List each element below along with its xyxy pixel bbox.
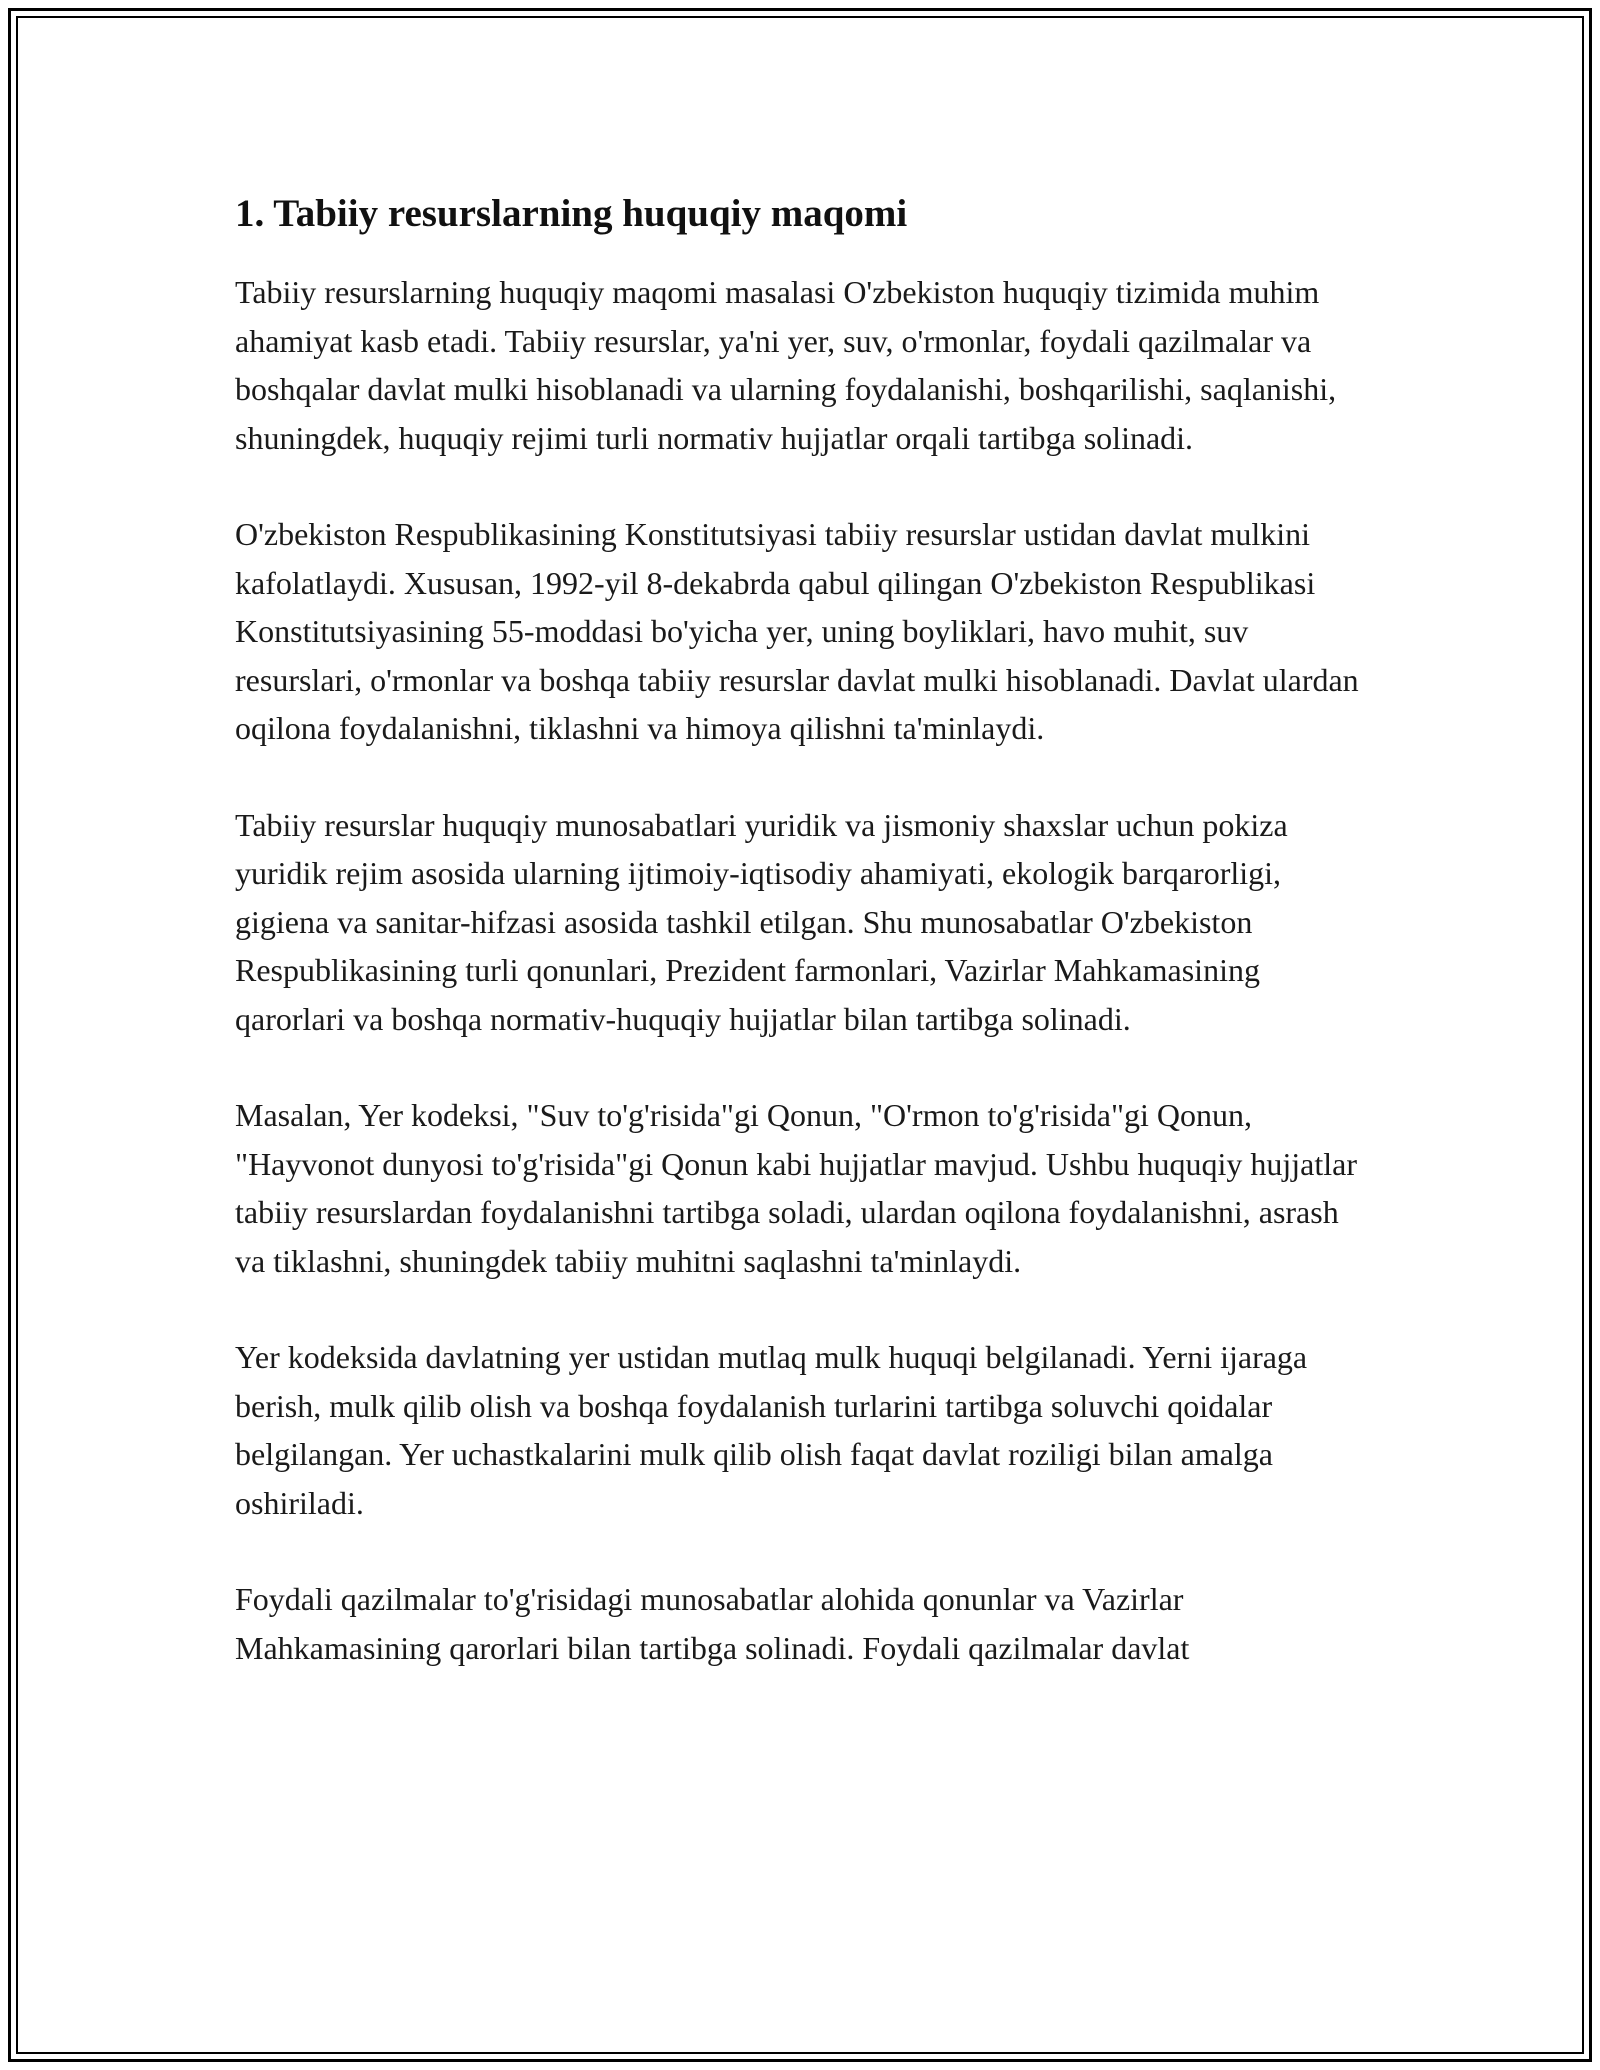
- document-body: [235, 186, 1375, 1672]
- paragraph: Foydali qazilmalar to'g'risidagi munosabatlar alohida qonunlar va Vazirlar Mahkamasining qarorlari bilan tartibga solinadi. Foydali qazilmalar davlat: [235, 1581, 1190, 1666]
- paragraph: Yer kodeksida davlatning yer ustidan mutlaq mulk huquqi belgilanadi. Yerni ijaraga berish, mulk qilib olish va boshqa foydalanish turlarini tartibga soluvchi qoidalar belgilangan. Yer uchastkalarini mulk qilib olish faqat davlat roziligi bilan amalga oshiriladi.: [235, 1339, 1308, 1521]
- paragraph: Tabiiy resurslar huquqiy munosabatlari yuridik va jismoniy shaxslar uchun pokiza yuridik rejim asosida ularning ijtimoiy-iqtisodiy ahamiyati, ekologik barqarorligi, gigiena va sanitar-hifzasi asosida tashkil etilgan. Shu munosabatlar O'zbekiston Respublikasining turli qonunlari, Prezident farmonlari, Vazirlar Mahkamasining qarorlari va boshqa normativ-huquqiy hujjatlar bilan tartibga solinadi.: [235, 806, 1288, 1037]
- section-heading: 1. Tabiiy resurslarning huquqiy maqomi: [235, 192, 908, 235]
- paragraph: O'zbekiston Respublikasining Konstitutsiyasi tabiiy resurslar ustidan davlat mulkini kafolatlaydi. Xususan, 1992-yil 8-dekabrda qabul qilingan O'zbekiston Respublikasi Konstitutsiyasining 55-moddasi bo'yicha yer, uning boyliklari, havo muhit, suv resurslari, o'rmonlar va boshqa tabiiy resurslar davlat mulki hisoblanadi. Davlat ulardan oqilona foydalanishni, tiklashni va himoya qilishni ta'minlaydi.: [235, 516, 1359, 746]
- paragraph: Tabiiy resurslarning huquqiy maqomi masalasi O'zbekiston huquqiy tizimida muhim ahamiyat kasb etadi. Tabiiy resurslar, ya'ni yer, suv, o'rmonlar, foydali qazilmalar va boshqalar davlat mulki hisoblanadi va ularning foydalanishi, boshqarilishi, saqlanishi, shuningdek, huquqiy rejimi turli normativ hujjatlar orqali tartibga solinadi.: [235, 274, 1337, 456]
- paragraph: Masalan, Yer kodeksi, "Suv to'g'risida"gi Qonun, "O'rmon to'g'risida"gi Qonun, "Hayvonot dunyosi to'g'risida"gi Qonun kabi hujjatlar mavjud. Ushbu huquqiy hujjatlar tabiiy resurslardan foydalanishni tartibga soladi, ulardan oqilona foydalanishni, asrash va tiklashni, shuningdek tabiiy muhitni saqlashni ta'minlaydi.: [235, 1097, 1357, 1279]
